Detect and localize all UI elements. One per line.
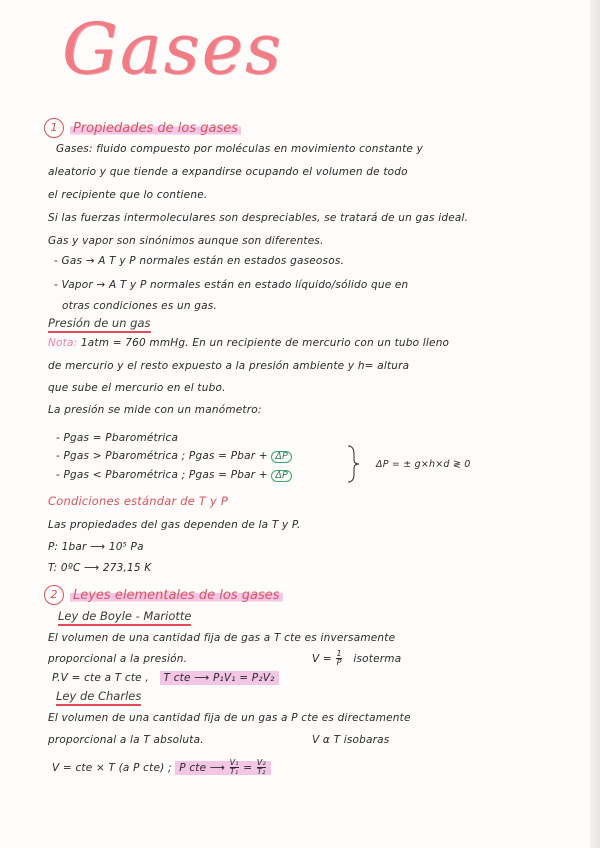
fraction-denominator: T₂ (257, 767, 266, 777)
fraction-numerator: V₂ (256, 758, 266, 767)
charles-fraction-2 (257, 759, 266, 777)
text-line: Gas y vapor son sinónimos aunque son diferentes. (48, 235, 324, 247)
text-line: El volumen de una cantidad fija de gas a T cte es inversamente (48, 632, 396, 644)
boyle-fraction (336, 650, 341, 668)
delta-p-formula: ΔP = ± g×h×d ≷ 0 (376, 459, 471, 470)
charles-formula-left: P cte ⟶ (179, 761, 226, 774)
charles-line3 (52, 759, 271, 777)
text-line: - Vapor → A T y P normales están en estado líquido/sólido que en (54, 279, 409, 291)
delta-p-box: ΔP (271, 451, 292, 463)
text-line: que sube el mercurio en el tubo. (48, 382, 226, 394)
boyle-line3 (52, 673, 279, 684)
pressure-case-text: - Pgas < Pbarométrica ; Pgas = Pbar + (56, 469, 268, 481)
p-row: P: 1bar ⟶ 10⁵ Pa (48, 541, 144, 553)
estandar-heading: Condiciones estándar de T y P (48, 494, 228, 508)
fraction-denominator: P (336, 658, 342, 668)
nota-label: Nota: (48, 337, 78, 349)
page-edge (590, 0, 600, 848)
section-1-title: Propiedades de los gases (70, 121, 241, 136)
boyle-line3-text: P.V = cte a T cte , (52, 672, 149, 684)
text-line: Gases: fluido compuesto por moléculas en movimiento constante y (56, 143, 424, 155)
text-line: proporcional a la T absoluta. (48, 734, 204, 746)
text-line: proporcional a la presión. (48, 653, 188, 665)
nota-text: 1atm = 760 mmHg. En un recipiente de mercurio con un tubo lleno (80, 337, 450, 349)
pressure-case (56, 433, 178, 444)
isoterma-label: isoterma (353, 652, 402, 665)
text-line: de mercurio y el resto expuesto a la presión ambiente y h= altura (48, 360, 410, 372)
charles-formula-box: P cte ⟶ $\frac{\text{V₁}}{\text{T₁}}$ = $\frac{\text{V₂}}{\text{T₂}}$ (175, 761, 271, 775)
page-title: Gases (62, 8, 283, 90)
fraction-denominator: T₁ (229, 767, 239, 777)
pressure-case-text: - Pgas = Pbarométrica (56, 432, 179, 444)
charles-heading: Ley de Charles (56, 691, 141, 706)
fraction-numerator: V₁ (229, 758, 239, 767)
pressure-case-text: - Pgas > Pbarométrica ; Pgas = Pbar + (56, 450, 268, 462)
boyle-heading: Ley de Boyle - Mariotte (58, 611, 191, 626)
charles-isobaras: V α T isobaras (312, 734, 390, 746)
boyle-v-eq: V = (312, 652, 336, 665)
presion-heading: Presión de un gas (48, 318, 151, 333)
boyle-formula-box: T cte ⟶ P₁V₁ = P₂V₂ (160, 671, 279, 685)
section-1-heading (44, 118, 241, 138)
delta-p-box: ΔP (271, 470, 292, 482)
charles-fraction-1 (230, 759, 239, 777)
nota-line (48, 338, 449, 349)
text-line: La presión se mide con un manómetro: (48, 404, 262, 416)
t-row: T: 0ºC ⟶ 273,15 K (48, 562, 152, 574)
fraction-numerator: 1 (336, 649, 342, 658)
pressure-case (56, 451, 292, 463)
section-number-2: 2 (44, 585, 64, 605)
text-line: el recipiente que lo contiene. (48, 189, 208, 201)
text-line: Las propiedades del gas dependen de la T y P. (48, 519, 301, 531)
section-2-title: Leyes elementales de los gases (70, 588, 283, 603)
text-line: aleatorio y que tiende a expandirse ocupando el volumen de todo (48, 166, 408, 178)
pressure-case (56, 470, 292, 482)
curly-brace-icon (345, 444, 363, 484)
section-number-1: 1 (44, 118, 64, 138)
text-line: El volumen de una cantidad fija de un gas a P cte es directamente (48, 712, 411, 724)
section-2-heading (44, 585, 283, 605)
text-line: otras condiciones es un gas. (62, 300, 217, 312)
text-line: - Gas → A T y P normales están en estados gaseosos. (54, 255, 345, 267)
text-line: Si las fuerzas intermoleculares son despreciables, se tratará de un gas ideal. (48, 212, 469, 224)
charles-line3-text: V = cte × T (a P cte) ; (52, 761, 172, 774)
boyle-v-formula (312, 650, 401, 668)
